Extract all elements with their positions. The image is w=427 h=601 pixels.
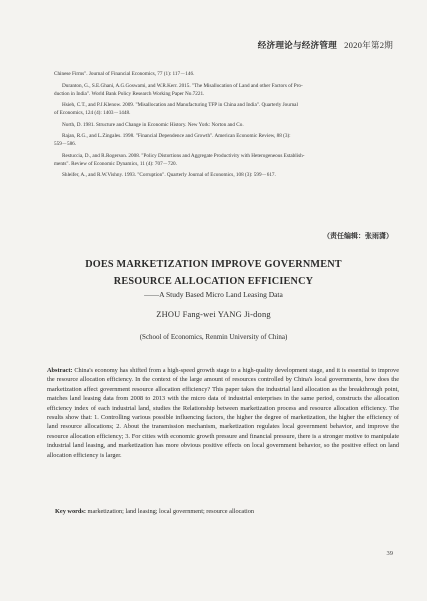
title-line-2: RESOURCE ALLOCATION EFFICIENCY <box>113 276 314 287</box>
reference-item: Shleifer, A., and R.W.Vishny. 1993. "Corruption". Quarterly Journal of Economics, 108 (3): 599－617. <box>62 172 276 178</box>
editor-note: （责任编辑：张雨潇） <box>323 232 393 240</box>
reference-item: North, D. 1981. Structure and Change in Economic History. New York: Norton and Co. <box>62 121 244 128</box>
reference-item: Chinese Firms". Journal of Financial Economics, 77 (1): 117－146. <box>54 71 195 77</box>
reference-item: Duranton, G., S.E.Ghani, A.G.Goswami, and W.R.Kerr. 2015. "The Misallocation of Land and other Factors of Pro- duction in India". World Bank Policy Research Working Paper No.7221. <box>54 82 303 97</box>
keywords-label: Key words: <box>55 508 86 515</box>
keywords-text: marketization; land leasing; local government; resource allocation <box>85 508 254 515</box>
abstract-label: Abstract: <box>47 367 73 374</box>
keywords <box>55 508 399 515</box>
page-number: 39 <box>386 550 393 557</box>
abstract-text: China's economy has shifted from a high-speed growth stage to a high-quality development stage, and it is essential to improve the resource allocation efficiency. In the context of the large amount of resources controlled by China's local governments, how does the marketization affect government resource allocation efficiency? This paper takes the industrial land allocation as the breakthrough point, matches land leasing data from 2008 to 2013 with the micro data of industrial enterprises in the same period, constructs the allocation efficiency index of each industrial land, studies the Relationship between marketization process and resource allocation efficiency. The results show that: 1. Controlling various possible influencing factors, the higher the degree of marketization, the higher the efficiency of land resource allocations; 2. About the transmission mechanism, marketization regulates local government behavior, and improve the resource allocation efficiency; 3. For cities with economic growth pressure and financial pressure, there is a stronger motive to manipulate industrial land leasing, and marketization has more obvious positive effects on local government behavior, so the positive effect on land allocation efficiency is larger. <box>47 367 399 459</box>
journal-name: 经济理论与经济管理 <box>257 41 337 51</box>
reference-list <box>54 70 396 183</box>
issue-number: 2020年第2期 <box>344 40 393 50</box>
article-title <box>0 256 427 290</box>
abstract <box>47 366 399 460</box>
running-head <box>258 39 393 51</box>
title-line-1: DOES MARKETIZATION IMPROVE GOVERNMENT <box>85 259 342 270</box>
reference-item: Rajan, R.G., and L.Zingales. 1998. "Financial Dependence and Growth". American Economic Review, 88 (3): 559－586. <box>54 133 291 147</box>
reference-item: Hsieh, C.T., and P.J.Klenow. 2009. "Misallocation and Manufacturing TFP in China and India". Quarterly Journal of Economics, 124 (4): 1403－1448. <box>54 102 298 116</box>
affiliation: (School of Economics, Renmin University of China) <box>139 333 288 341</box>
reference-item: Restuccia, D., and R.Rogerson. 2008. "Policy Distortions and Aggregate Productivity with Heterogeneous Establish- ments". Review of Economic Dynamics, 11 (4): 707－720. <box>54 152 305 167</box>
authors: ZHOU Fang-wei YANG Ji-dong <box>156 310 271 319</box>
article-subtitle: ——A Study Based Micro Land Leasing Data <box>144 290 283 299</box>
